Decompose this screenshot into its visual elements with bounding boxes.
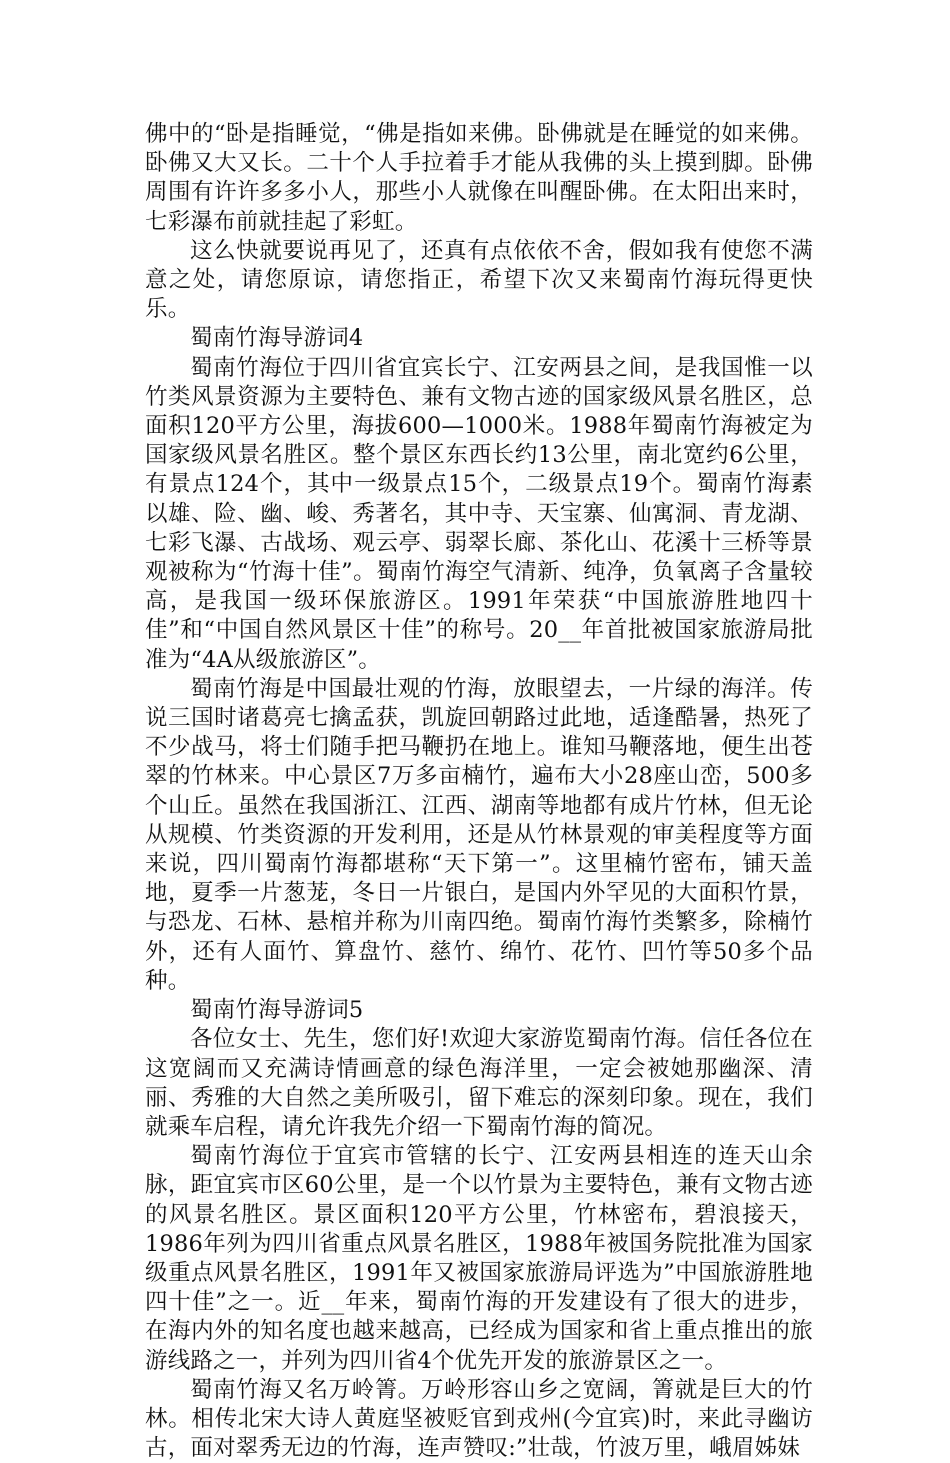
document-page (145, 120, 813, 1463)
body-paragraph: 这么快就要说再见了，还真有点依依不舍，假如我有使您不满意之处，请您原谅，请您指正，希望下次又来蜀南竹海玩得更快乐。 (145, 237, 813, 323)
body-paragraph: 各位女士、先生，您们好!欢迎大家游览蜀南竹海。信任各位在这宽阔而又充满诗情画意的绿色海洋里，一定会被她那幽深、清丽、秀雅的大自然之美所吸引，留下难忘的深刻印象。现在，我们就乘车启程，请允许我先介绍一下蜀南竹海的简况。 (145, 1026, 813, 1140)
body-paragraph: 佛中的“卧是指睡觉，“佛是指如来佛。卧佛就是在睡觉的如来佛。卧佛又大又长。二十个人手拉着手才能从我佛的头上摸到脚。卧佛周围有许许多多小人，那些小人就像在叫醒卧佛。在太阳出来时，七彩瀑布前就挂起了彩虹。 (145, 121, 813, 235)
body-paragraph: 蜀南竹海位于宜宾市管辖的长宁、江安两县相连的连天山余脉，距宜宾市区60公里，是一个以竹景为主要特色，兼有文物古迹的风景名胜区。景区面积120平方公里，竹林密布，碧浪接天，1986年列为四川省重点风景名胜区，1988年被国务院批准为国家级重点风景名胜区，1991年又被国家旅游局评选为”中国旅游胜地四十佳”之一。近__年来，蜀南竹海的开发建设有了很大的进步，在海内外的知名度也越来越高，已经成为国家和省上重点推出的旅游线路之一，并列为四川省4个优先开发的旅游景区之一。 (145, 1143, 813, 1374)
section-heading: 蜀南竹海导游词5 (190, 997, 364, 1024)
body-paragraph: 蜀南竹海是中国最壮观的竹海，放眼望去，一片绿的海洋。传说三国时诸葛亮七擒孟获，凯旋回朝路过此地，适逢酷暑，热死了不少战马，将士们随手把马鞭扔在地上。谁知马鞭落地，便生出苍翠的竹林来。中心景区7万多亩楠竹，遍布大小28座山峦，500多个山丘。虽然在我国浙江、江西、湖南等地都有成片竹林，但无论从规模、竹类资源的开发利用，还是从竹林景观的审美程度等方面来说，四川蜀南竹海都堪称“天下第一”。这里楠竹密布，铺天盖地，夏季一片葱茏，冬日一片银白，是国内外罕见的大面积竹景，与恐龙、石林、悬棺并称为川南四绝。蜀南竹海竹类繁多，除楠竹外，还有人面竹、算盘竹、慈竹、绵竹、花竹、凹竹等50多个品种。 (145, 675, 813, 994)
section-heading: 蜀南竹海导游词4 (190, 325, 364, 352)
body-paragraph: 蜀南竹海又名万岭箐。万岭形容山乡之宽阔，箐就是巨大的竹林。相传北宋大诗人黄庭坚被贬官到戎州(今宜宾)时，来此寻幽访古，面对翠秀无边的竹海，连声赞叹:”壮哉，竹波万里，峨眉姊妹 (145, 1376, 813, 1462)
body-paragraph: 蜀南竹海位于四川省宜宾长宁、江安两县之间，是我国惟一以竹类风景资源为主要特色、兼有文物古迹的国家级风景名胜区，总面积120平方公里，海拔600—1000米。1988年蜀南竹海被定为国家级风景名胜区。整个景区东西长约13公里，南北宽约6公里，有景点124个，其中一级景点15个，二级景点19个。蜀南竹海素以雄、险、幽、峻、秀著名，其中寺、天宝寨、仙寓洞、青龙湖、七彩飞瀑、古战场、观云亭、弱翠长廊、茶化山、花溪十三桥等景观被称为“竹海十佳”。蜀南竹海空气清新、纯净，负氧离子含量较高，是我国一级环保旅游区。1991年荣获“中国旅游胜地四十佳”和“中国自然风景区十佳”的称号。20__年首批被国家旅游局批准为“4A从级旅游区”。 (145, 354, 813, 673)
